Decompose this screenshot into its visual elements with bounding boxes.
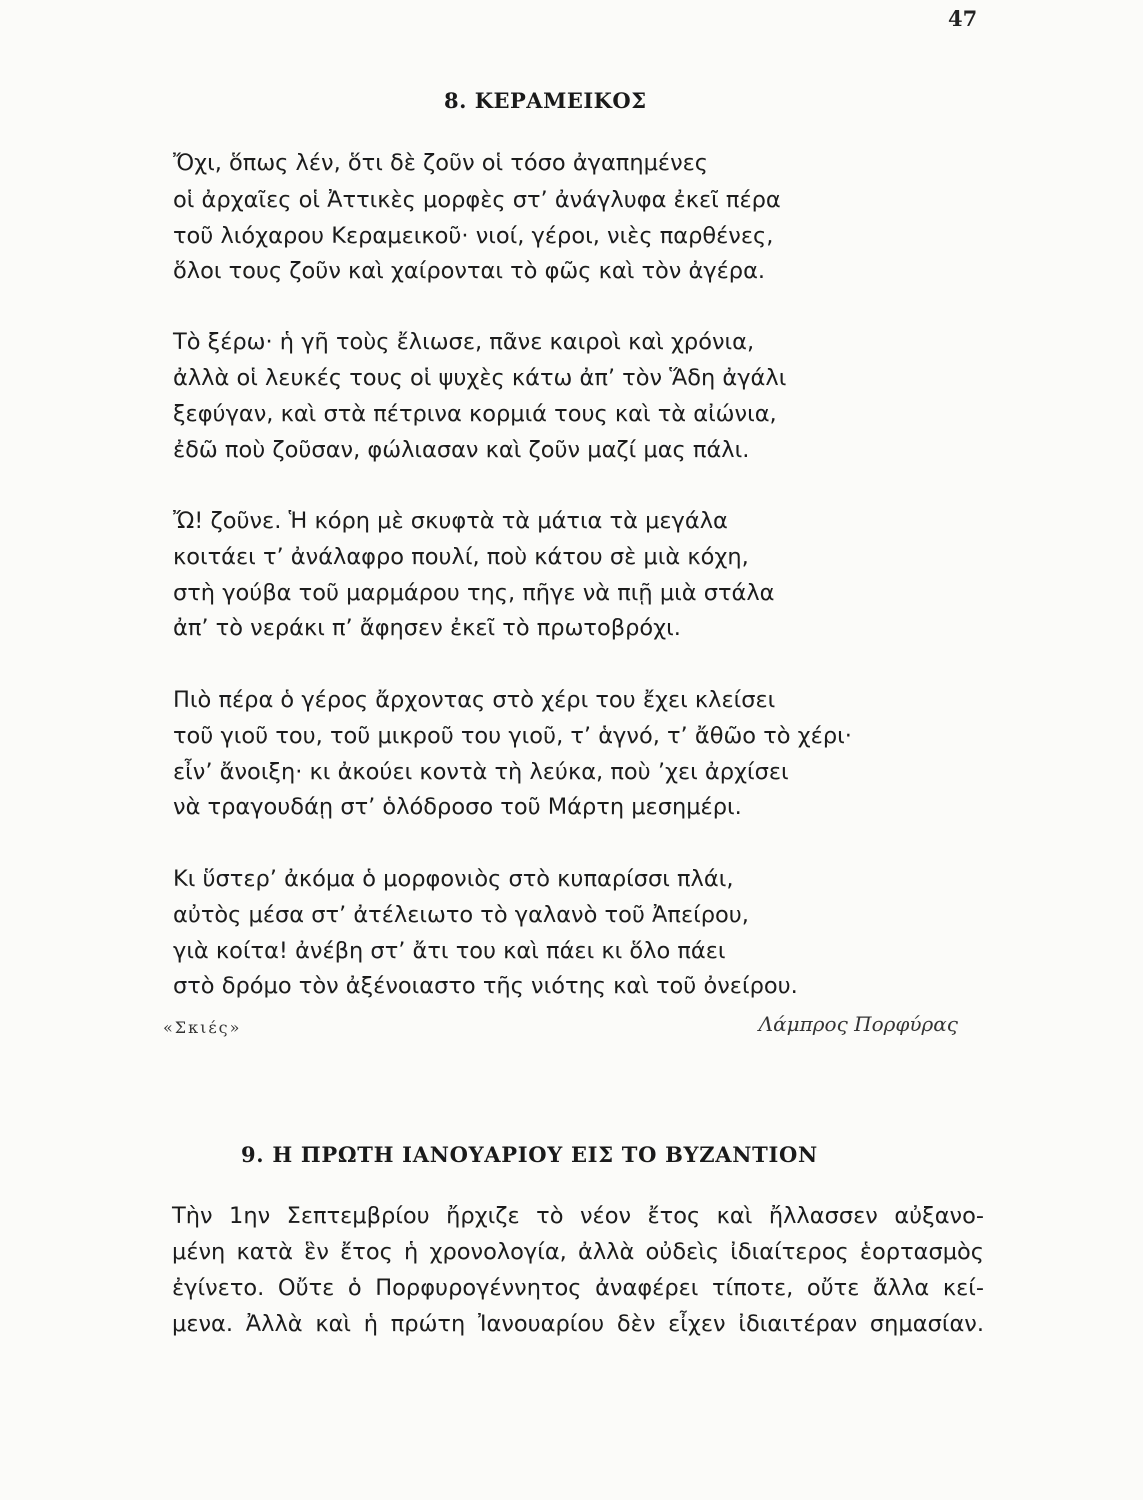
poem-line: Πιὸ πέρα ὁ γέρος ἄρχοντας στὸ χέρι του ἔχει κλείσει [173,687,776,713]
poem-line: στὸ δρόμο τὸν ἀξένοιαστο τῆς νιότης καὶ τοῦ ὀνείρου. [173,973,798,999]
poem-author: Λάμπρος Πορφύρας [758,1012,958,1036]
poem-line: Τὸ ξέρω· ἡ γῆ τοὺς ἔλιωσε, πᾶνε καιροὶ καὶ χρόνια, [173,329,755,355]
prose-line: ἐγίνετο. Οὔτε ὁ Πορφυρογέννητος ἀναφέρει τίποτε, οὔτε ἄλλα κεί- [172,1275,984,1301]
prose-line: μένη κατὰ ἓν ἔτος ἡ χρονολογία, ἀλλὰ οὐδεὶς ἰδιαίτερος ἑορτασμὸς [172,1239,984,1265]
poem-line: Ὤ! ζοῦνε. Ἡ κόρη μὲ σκυφτὰ τὰ μάτια τὰ μεγάλα [173,508,728,534]
poem-line: ἀλλὰ οἱ λευκές τους οἱ ψυχὲς κάτω ἀπ’ τὸν Ἅδη ἀγάλι [173,365,787,391]
poem-line: στὴ γούβα τοῦ μαρμάρου της, πῆγε νὰ πιῇ μιὰ στάλα [173,580,775,606]
poem-line: γιὰ κοίτα! ἀνέβη στ’ ἄτι του καὶ πάει κι ὅλο πάει [173,938,726,964]
poem-line: εἶν’ ἄνοιξη· κι ἀκούει κοντὰ τὴ λεύκα, ποὺ ’χει ἀρχίσει [173,759,789,785]
section-title-kerameikos: 8. ΚΕΡΑΜΕΙΚΟΣ [444,88,647,113]
poem-line: νὰ τραγουδάῃ στ’ ὁλόδροσο τοῦ Μάρτη μεσημέρι. [173,794,742,820]
poem-line: οἱ ἀρχαῖες οἱ Ἀττικὲς μορφὲς στ’ ἀνάγλυφα ἐκεῖ πέρα [173,187,781,213]
page-number: 47 [948,6,978,31]
poem-line: ὅλοι τους ζοῦν καὶ χαίρονται τὸ φῶς καὶ τὸν ἀγέρα. [173,258,766,284]
poem-line: κοιτάει τ’ ἀνάλαφρο πουλί, ποὺ κάτου σὲ μιὰ κόχη, [173,544,749,570]
poem-line: τοῦ γιοῦ του, τοῦ μικροῦ του γιοῦ, τ’ ἁγνό, τ’ ἄθῶο τὸ χέρι· [173,723,852,749]
poem-line: Κι ὕστερ’ ἀκόμα ὁ μορφονιὸς στὸ κυπαρίσσι πλάι, [173,866,734,892]
prose-line: μενα. Ἀλλὰ καὶ ἡ πρώτη Ἰανουαρίου δὲν εἶχεν ἰδιαιτέραν σημασίαν. [172,1311,984,1337]
poem-line: τοῦ λιόχαρου Κεραμεικοῦ· νιοί, γέροι, νιὲς παρθένες, [173,223,774,249]
poem-line: ἀπ’ τὸ νεράκι π’ ἄφησεν ἐκεῖ τὸ πρωτοβρόχι. [173,615,681,641]
prose-line: Τὴν 1ην Σεπτεμβρίου ἤρχιζε τὸ νέον ἔτος καὶ ἤλλασσεν αὐξανο- [172,1203,984,1229]
poem-source: «Σκιές» [163,1018,242,1037]
poem-line: ξεφύγαν, καὶ στὰ πέτρινα κορμιά τους καὶ τὰ αἰώνια, [173,401,777,427]
poem-line: ἐδῶ ποὺ ζοῦσαν, φώλιασαν καὶ ζοῦν μαζί μας πάλι. [173,437,750,463]
poem-line: αὐτὸς μέσα στ’ ἀτέλειωτο τὸ γαλανὸ τοῦ Ἀπείρου, [173,902,749,928]
section-title-byzantium: 9. Η ΠΡΩΤΗ ΙΑΝΟΥΑΡΙΟΥ ΕΙΣ ΤΟ ΒΥΖΑΝΤΙΟΝ [241,1142,818,1167]
poem-line: Ὄχι, ὅπως λέν, ὅτι δὲ ζοῦν οἱ τόσο ἀγαπημένες [173,150,709,176]
